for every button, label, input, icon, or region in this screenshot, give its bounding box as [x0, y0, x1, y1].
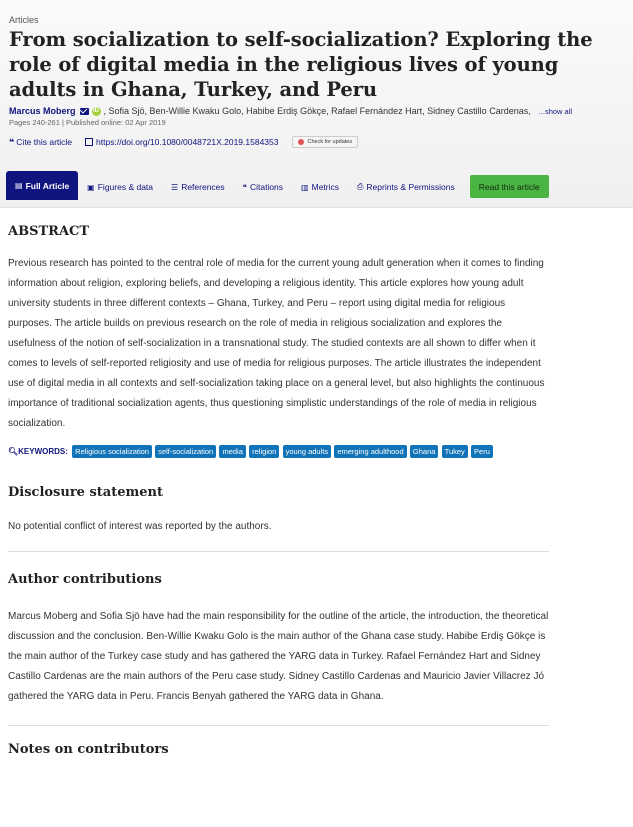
tab-label: Figures & data [97, 182, 154, 192]
disclosure-heading: Disclosure statement [8, 485, 163, 500]
cite-this-article-link[interactable]: Cite this article [16, 137, 73, 147]
tab-metrics[interactable] [292, 174, 348, 200]
notes-heading: Notes on contributors [8, 742, 169, 757]
pages-published: Pages 240-261 | Published online: 02 Apr 2019 [9, 118, 166, 127]
disclosure-text: No potential conflict of interest was reported by the authors. [8, 521, 272, 532]
tab-full-article[interactable] [6, 171, 78, 200]
print-icon: ⎙ [357, 182, 364, 191]
article-body [0, 224, 556, 757]
author-list [9, 106, 625, 116]
keywords-label [8, 447, 70, 456]
check-for-updates-button[interactable] [292, 136, 358, 148]
contributions-section [8, 572, 549, 726]
tab-references[interactable] [162, 174, 234, 200]
tab-label: Metrics [311, 182, 339, 192]
keyword-tag[interactable]: young adults [283, 445, 332, 458]
show-all-authors-link[interactable]: ...show all [538, 106, 573, 116]
disclosure-section [8, 485, 549, 552]
check-updates-label: Check for updates [307, 139, 353, 145]
section-label: Articles [9, 15, 39, 25]
article-header [0, 0, 633, 208]
orcid-icon[interactable]: iD [93, 107, 100, 114]
doi-link[interactable]: https://doi.org/10.1080/0048721X.2019.1584353 [96, 137, 279, 147]
tab-label: Full Article [25, 180, 70, 191]
list-icon: ☰ [171, 182, 179, 192]
article-tabs [6, 172, 549, 200]
article-title: From socialization to self-socialization? Exploring the role of digital media in the religious lives of young adults in Ghana, Turkey, and Peru [9, 28, 593, 101]
citation-bar [9, 136, 625, 148]
image-icon: ▣ [87, 182, 95, 192]
quote-icon: ❝ [9, 136, 15, 147]
keyword-tag[interactable]: self-socialization [155, 445, 216, 458]
tab-figures-data[interactable] [78, 174, 162, 200]
tab-label: Reprints & Permissions [366, 182, 455, 192]
keyword-tag[interactable]: Peru [471, 445, 493, 458]
contributions-text: Marcus Moberg and Sofia Sjö have had the main responsibility for the outline of the article, the introduction, the theoretical discussion and the conclusion. Ben-Willie Kwaku Golo is the main author of the Ghana case study. Habibe Erdiş Gökçe is the main author of the Turkey case study and has gathered the YARG data in Turkey. Rafael Fernández Hart and Sidney Castillo Cardenas are the main authors of the Peru case study. Sidney Castillo Cardenas and Mauricio Javier Villacrez Jó gathered the YARG data in Peru. Francis Benyah gathered the YARG data in Ghana. [8, 611, 549, 702]
keyword-tag[interactable]: Ghana [410, 445, 439, 458]
email-icon[interactable] [80, 108, 89, 115]
link-icon [85, 138, 93, 146]
document-icon: ▤ [15, 181, 23, 190]
quote-icon: ❝ [242, 182, 247, 192]
keyword-tag[interactable]: emerging adulthood [334, 445, 406, 458]
keywords-label-text: KEYWORDS: [18, 447, 68, 456]
keywords-list [8, 444, 549, 460]
search-icon: 🔍︎ [8, 447, 19, 456]
author-names[interactable]: , Sofia Sjö, Ben-Willie Kwaku Golo, Habibe Erdiş Gökçe, Rafael Fernández Hart, Sidney Castillo Cardenas, [103, 106, 531, 116]
keyword-tag[interactable]: media [219, 445, 245, 458]
abstract-heading: ABSTRACT [8, 224, 90, 239]
tab-label: Citations [249, 182, 284, 192]
crossmark-icon [298, 139, 304, 145]
bar-chart-icon: ▥ [301, 182, 309, 192]
abstract-text: Previous research has pointed to the central role of media for the current young adult generation when it comes to finding information about religion, exploring beliefs, and developing a religious identity. This article explores how young adult university students in three different contexts – Ghana, Turkey, and Peru – report using digital media for religious purposes. The article builds on previous research on the role of media in religious socialization and explores the usefulness of the notion of self-socialization in a transnational study. The studied contexts are all shown to differ when it comes to levels of self-reported religiosity and use of media for religious purposes. The article illustrates the independent use of digital media in all contexts and self-socialization taking place on a general level, but also highlights the continuous importance of traditional socialization agents, thus questioning simplistic understandings of the role of media in religious socialization. [8, 258, 545, 429]
contributions-heading: Author contributions [8, 572, 162, 587]
keyword-tag[interactable]: Tukey [442, 445, 468, 458]
author-link-first[interactable]: Marcus Moberg [9, 106, 76, 116]
keyword-tag[interactable]: religion [249, 445, 279, 458]
read-this-article-button[interactable]: Read this article [470, 175, 549, 198]
tab-reprints-permissions[interactable] [348, 174, 464, 200]
keyword-tag[interactable]: Religious socialization [72, 445, 152, 458]
tab-label: References [181, 182, 225, 192]
tab-citations[interactable] [234, 174, 292, 200]
